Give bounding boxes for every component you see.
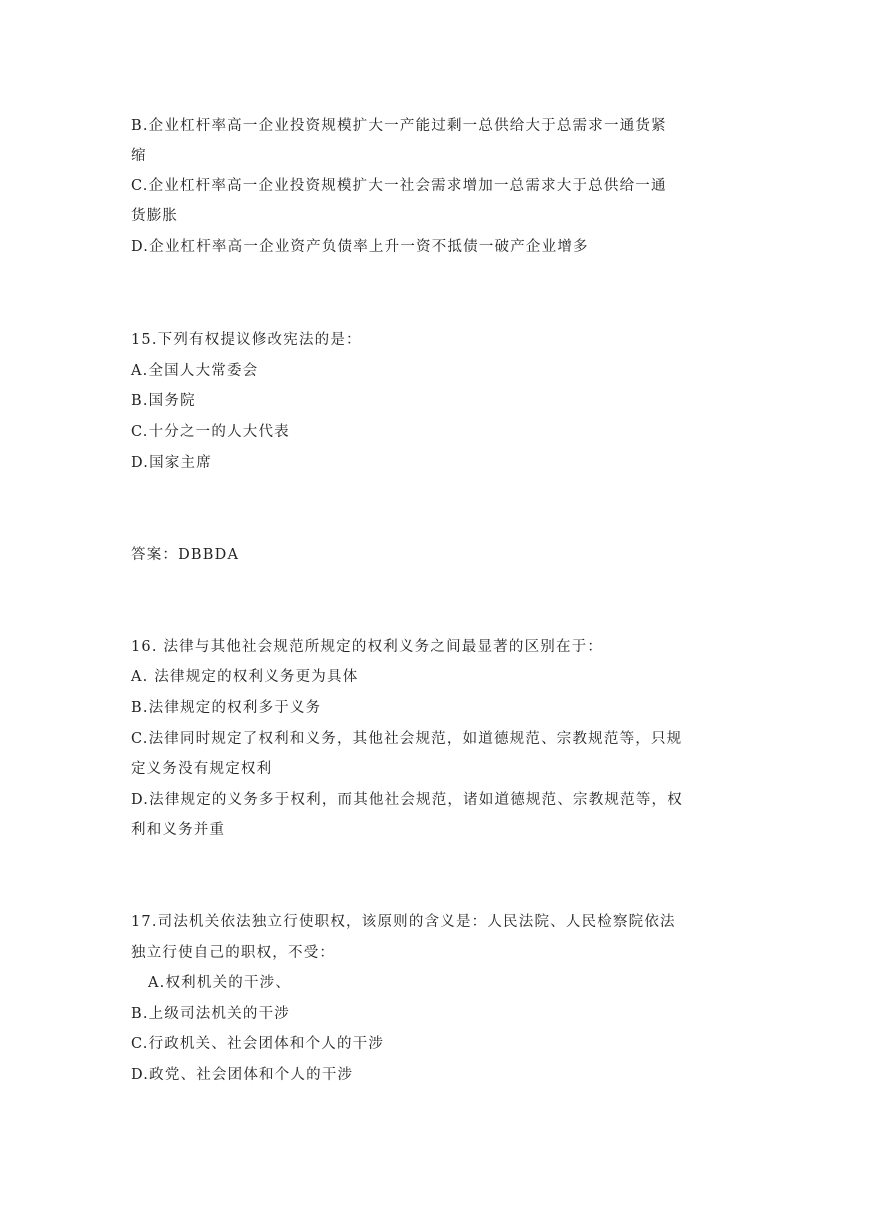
q15-option-c: C.十分之一的人大代表	[131, 424, 290, 440]
q16-option-a: A. 法律规定的权利义务更为具体	[131, 669, 359, 685]
q15-stem: 15.下列有权提议修改宪法的是：	[131, 332, 362, 348]
q16-stem: 16. 法律与其他社会规范所规定的权利义务之间最显著的区别在于：	[131, 639, 604, 655]
q14-option-b-line2: 缩	[131, 148, 147, 164]
q14-option-b-line1: B.企业杠杆率高一企业投资规模扩大一产能过剩一总供给大于总需求一通货紧	[131, 118, 667, 134]
q15-option-a: A.全国人大常委会	[131, 363, 259, 379]
q14-option-c-line1: C.企业杠杆率高一企业投资规模扩大一社会需求增加一总需求大于总供给一通	[131, 178, 667, 194]
q14-option-c-line2: 货膨胀	[131, 208, 179, 224]
q15-option-b: B.国务院	[131, 393, 196, 409]
q17-stem-line1: 17.司法机关依法独立行使职权，该原则的含义是：人民法院、人民检察院依法	[131, 914, 676, 930]
q17-stem-line2: 独立行使自己的职权，不受：	[131, 945, 336, 961]
q17-option-d: D.政党、社会团体和个人的干涉	[131, 1067, 354, 1083]
q16-option-d-line2: 利和义务并重	[131, 822, 226, 838]
q16-option-b: B.法律规定的权利多于义务	[131, 700, 322, 716]
q16-option-c-line2: 定义务没有规定权利	[131, 761, 273, 777]
q14-option-d: D.企业杠杆率高一企业资产负债率上升一资不抵债一破产企业增多	[131, 239, 589, 255]
answer-key: 答案：DBBDA	[131, 547, 240, 563]
q17-option-a: A.权利机关的干涉、	[148, 975, 292, 991]
q16-option-c-line1: C.法律同时规定了权利和义务，其他社会规范，如道德规范、宗教规范等，只规	[131, 731, 683, 747]
q17-option-c: C.行政机关、社会团体和个人的干涉	[131, 1036, 385, 1052]
q15-option-d: D.国家主席	[131, 455, 212, 471]
q17-option-b: B.上级司法机关的干涉	[131, 1006, 290, 1022]
q16-option-d-line1: D.法律规定的义务多于权利，而其他社会规范，诸如道德规范、宗教规范等，权	[131, 792, 683, 808]
